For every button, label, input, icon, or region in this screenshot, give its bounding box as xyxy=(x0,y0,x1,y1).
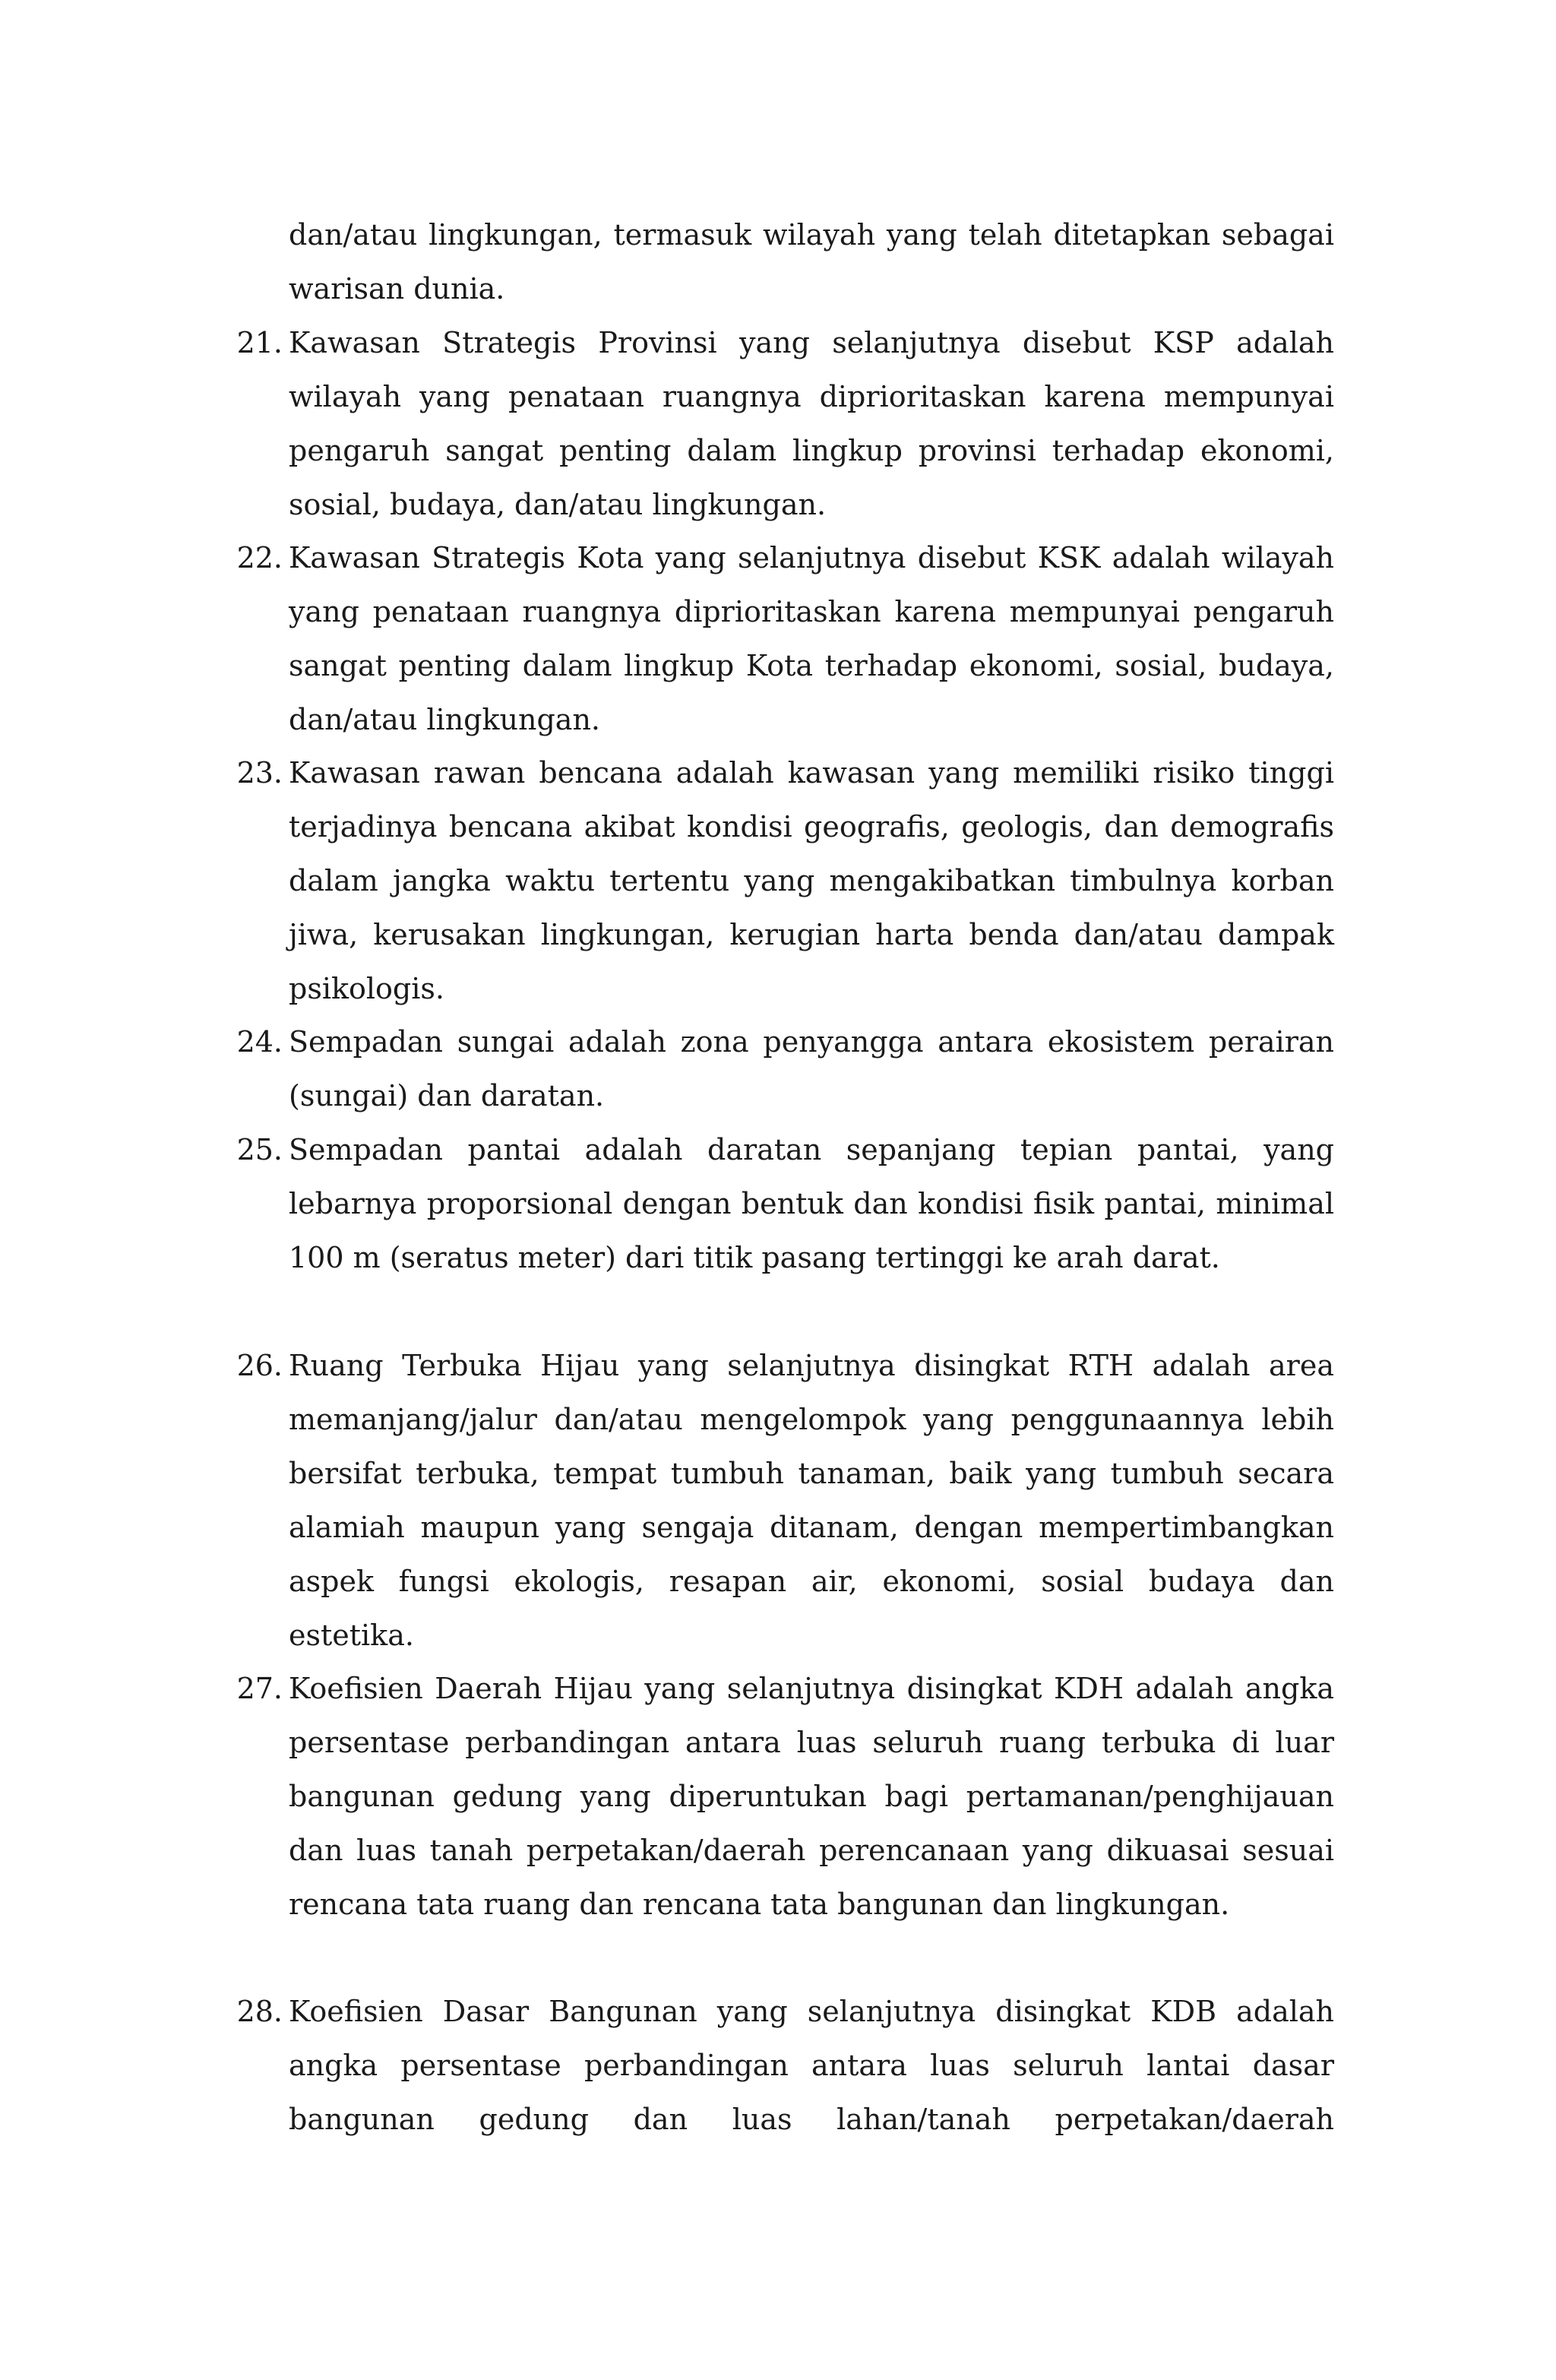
item-text: Kawasan Strategis Kota yang selanjutnya disebut KSK adalah wilayah yang penataan ruangnya diprioritaskan karena mempunyai pengaruh sangat penting dalam lingkup Kota terhadap ekonomi, sosial, budaya, dan/atau lingkungan. xyxy=(289,541,1334,736)
item-text: Sempadan sungai adalah zona penyangga antara ekosistem perairan (sungai) dan daratan. xyxy=(289,1025,1334,1112)
item-text: Sempadan pantai adalah daratan sepanjang tepian pantai, yang lebarnya proporsional dengan bentuk dan kondisi fisik pantai, minimal 100 m (seratus meter) dari titik pasang tertinggi ke arah darat. xyxy=(289,1133,1334,1274)
item-number: 25. xyxy=(236,1133,283,1166)
item-number: 26. xyxy=(236,1349,283,1382)
item-text: Kawasan Strategis Provinsi yang selanjutnya disebut KSP adalah wilayah yang penataan ruangnya diprioritaskan karena mempunyai pengaruh sangat penting dalam lingkup provinsi terhadap ekonomi, sosial, budaya, dan/atau lingkungan. xyxy=(289,326,1334,521)
item-number: 22. xyxy=(236,541,283,574)
item-number: 21. xyxy=(236,326,283,359)
item-number: 27. xyxy=(236,1672,283,1705)
item-text: Ruang Terbuka Hijau yang selanjutnya disingkat RTH adalah area memanjang/jalur dan/atau mengelompok yang penggunaannya lebih bersifat terbuka, tempat tumbuh tanaman, baik yang tumbuh secara alamiah maupun yang sengaja ditanam, dengan mempertimbangkan aspek fungsi ekologis, resapan air, ekonomi, sosial budaya dan estetika. xyxy=(289,1349,1334,1652)
item-text: Kawasan rawan bencana adalah kawasan yang memiliki risiko tinggi terjadinya bencana akibat kondisi geografis, geologis, dan demografis dalam jangka waktu tertentu yang mengakibatkan timbulnya korban jiwa, kerusakan lingkungan, kerugian harta benda dan/atau dampak psikologis. xyxy=(289,756,1334,1005)
item-number: 28. xyxy=(236,1995,283,2028)
item-text: Koefisien Daerah Hijau yang selanjutnya disingkat KDH adalah angka persentase perbandingan antara luas seluruh ruang terbuka di luar bangunan gedung yang diperuntukan bagi pertamanan/penghijauan dan luas tanah perpetakan/daerah perencanaan yang dikuasai sesuai rencana tata ruang dan rencana tata bangunan dan lingkungan. xyxy=(289,1672,1334,1921)
paragraph-text: dan/atau lingkungan, termasuk wilayah yang telah ditetapkan sebagai warisan dunia. xyxy=(289,218,1334,305)
item-text: Koefisien Dasar Bangunan yang selanjutnya disingkat KDB adalah angka persentase perbandingan antara luas seluruh lantai dasar bangunan gedung dan luas lahan/tanah perpetakan/daerah xyxy=(289,1995,1334,2136)
item-number: 24. xyxy=(236,1025,283,1059)
item-number: 23. xyxy=(236,756,283,790)
